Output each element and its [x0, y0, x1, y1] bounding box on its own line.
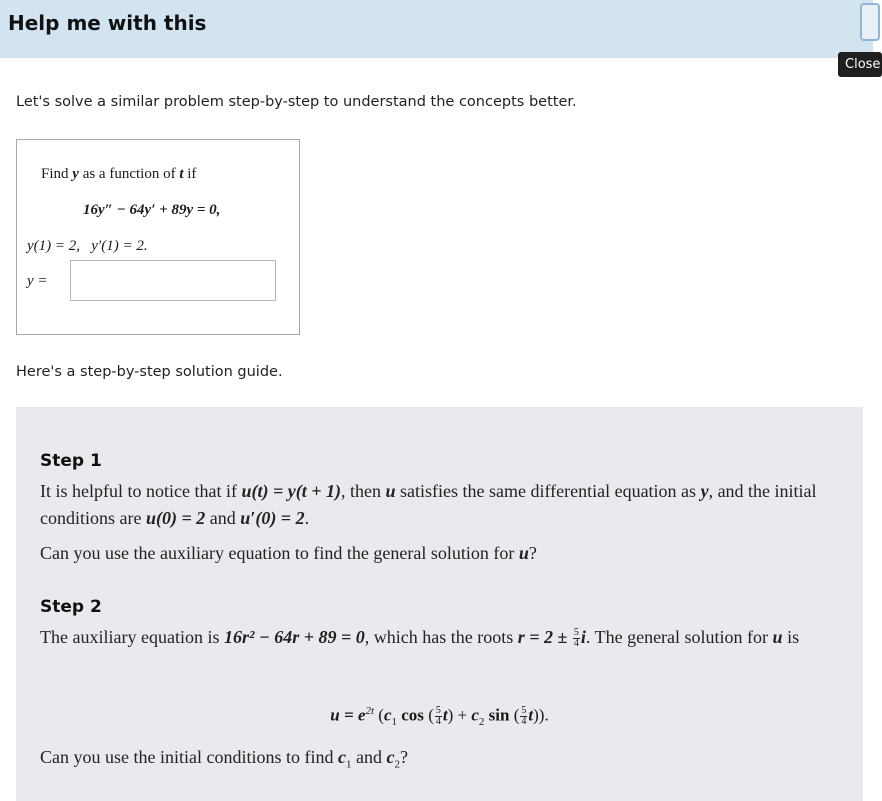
problem-initial-conditions: y(1) = 2, y′(1) = 2.	[27, 238, 148, 254]
problem-equation: 16y″ − 64y′ + 89y = 0,	[83, 202, 221, 218]
general-solution-display: $u = e^{2t}$ ($c_1$ cos ( $\frac{5}{4}$ $t) + c_2$ sin ( $\frac{5}{4}$ t)).	[330, 705, 549, 729]
header-control[interactable]	[860, 3, 880, 41]
step-2-question: Can you use the initial conditions to find $c_1$ and $c_2$?	[40, 747, 408, 771]
answer-input[interactable]	[70, 260, 276, 301]
header-bar	[0, 0, 873, 58]
problem-prompt: Find y as a function of t if	[41, 166, 197, 182]
guide-text: Here's a step-by-step solution guide.	[16, 364, 283, 380]
step-1-text: It is helpful to notice that if u(t) = y(t + 1), then u satisfies the same differential equation as y, and the initial conditions are u(0) = 2 and u′(0) = 2.	[40, 481, 817, 528]
step-1-heading: Step 1	[40, 451, 102, 471]
page-title: Help me with this	[8, 11, 207, 35]
intro-text: Let's solve a similar problem step-by-step to understand the concepts better.	[16, 94, 577, 110]
close-button[interactable]: Close	[838, 52, 882, 77]
step-2-heading: Step 2	[40, 597, 102, 617]
solution-guide	[16, 407, 863, 801]
answer-label: y =	[27, 273, 48, 289]
step-2-text: The auxiliary equation is 16r² − 64r + 89 = 0, which has the roots r = 2 ± $\frac{5}{4}$ i. The general solution for u is	[40, 627, 800, 650]
problem-box	[16, 139, 300, 335]
step-1-question: Can you use the auxiliary equation to find the general solution for u?	[40, 543, 537, 563]
fraction: $\frac{5}{4}$	[573, 627, 579, 650]
